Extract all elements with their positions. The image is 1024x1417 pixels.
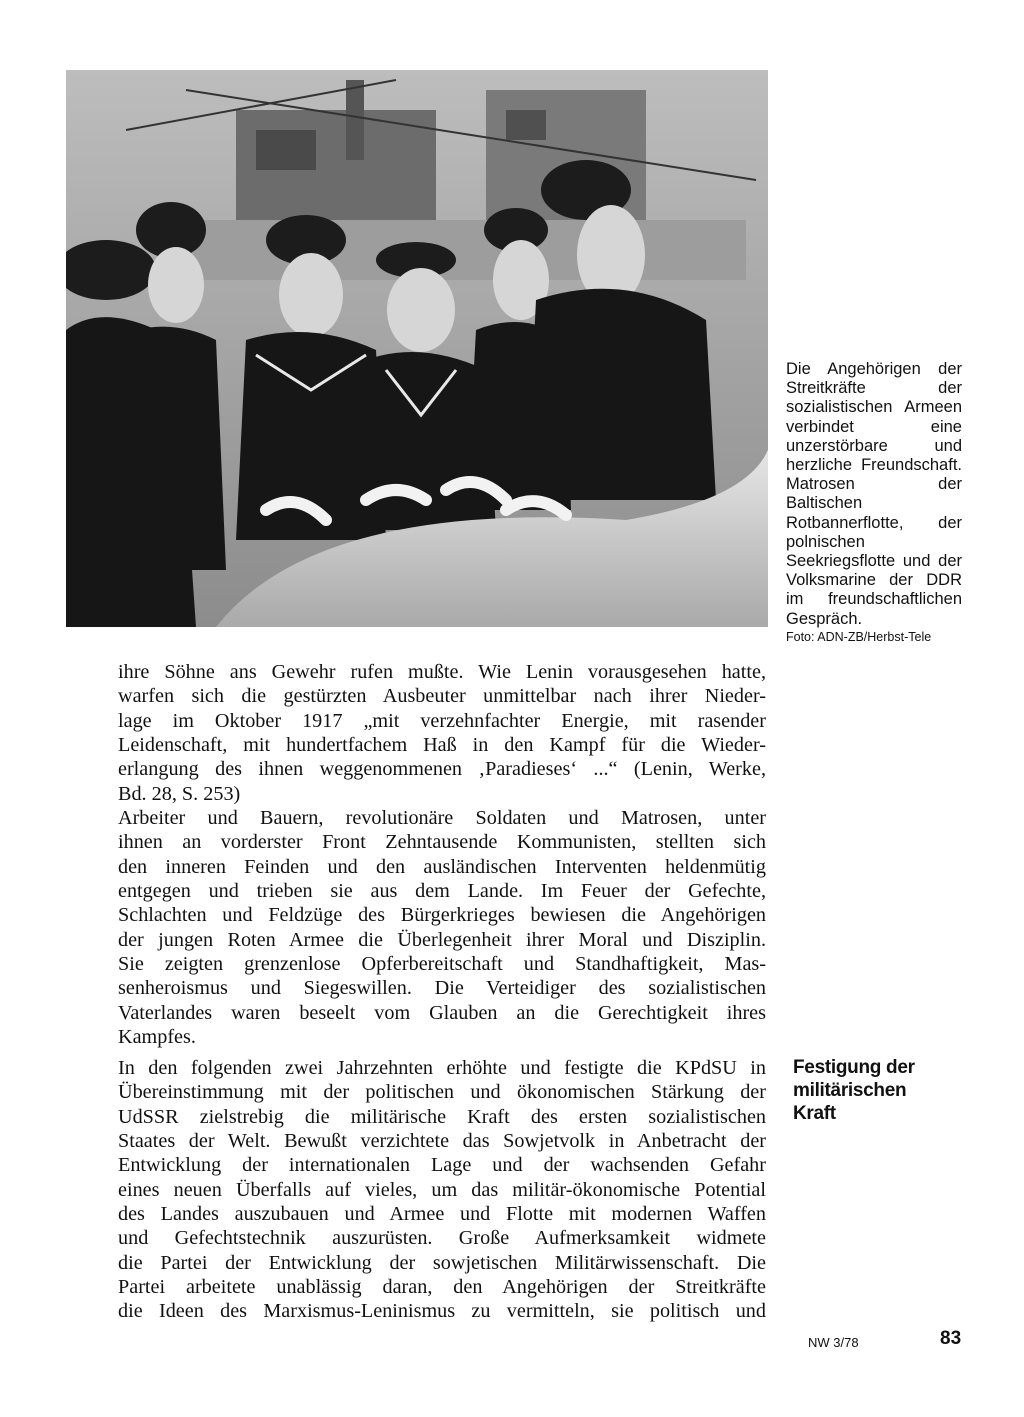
text-line: Bd. 28, S. 253) bbox=[118, 782, 241, 805]
photo-caption bbox=[786, 360, 962, 645]
text-line: Staates der Welt. Bewußt verzichtete das Sowjetvolk in Anbetracht der bbox=[118, 1130, 766, 1153]
text-line: die Ideen des Marxismus-Leninismus zu vermitteln, sie politisch und bbox=[118, 1300, 766, 1323]
body-paragraph-1 bbox=[118, 660, 766, 1050]
text-line: Sie zeigten grenzenlose Opferbereitschaft und Standhaftigkeit, Mas- bbox=[118, 953, 766, 976]
text-line: Schlachten und Feldzüge des Bürgerkrieges bewiesen die Angehörigen bbox=[118, 904, 766, 927]
section-heading bbox=[793, 1056, 933, 1125]
text-line: Kampfes. bbox=[118, 1026, 196, 1049]
text-line: eines neuen Überfalls auf vieles, um das militär-ökonomische Potential bbox=[118, 1178, 766, 1201]
text-line: warfen sich die gestürzten Ausbeuter unmittelbar nach ihrer Nieder- bbox=[118, 685, 766, 708]
text-line: entgegen und trieben sie aus dem Lande. Im Feuer der Gefechte, bbox=[118, 880, 766, 903]
text-line: Vaterlandes waren beseelt vom Glauben an die Gerechtigkeit ihres bbox=[118, 1001, 766, 1024]
text-line: Übereinstimmung mit der politischen und ökonomischen Stärkung der bbox=[118, 1081, 766, 1104]
caption-text: Die Angehörigen der Streitkräfte der sozialistischen Armeen verbindet eine unzerstörbare und herzliche Freundschaft. Matrosen der Baltischen Rotbannerflotte, der polnischen Seekriegsflotte und der Volksmarine der DDR im freundschaftlichen Gespräch. bbox=[786, 360, 962, 628]
text-line: In den folgenden zwei Jahrzehnten erhöhte und festigte die KPdSU in bbox=[118, 1057, 766, 1079]
journal-issue: NW 3/78 bbox=[808, 1335, 859, 1350]
text-line: und Gefechtstechnik auszurüsten. Große Aufmerksamkeit widmete bbox=[118, 1227, 766, 1250]
page-number: 83 bbox=[940, 1328, 962, 1349]
text-line: lage im Oktober 1917 „mit verzehnfachter Energie, mit rasender bbox=[118, 709, 766, 732]
heading-line: Kraft bbox=[793, 1103, 836, 1124]
sailors-photo-image bbox=[66, 70, 768, 627]
body-paragraph-2 bbox=[118, 1056, 766, 1324]
text-line: senheroismus und Siegeswillen. Die Verteidiger des sozialistischen bbox=[118, 977, 766, 1000]
text-line: Arbeiter und Bauern, revolutionäre Soldaten und Matrosen, unter bbox=[118, 807, 766, 830]
text-line: UdSSR zielstrebig die militärische Kraft des ersten sozialistischen bbox=[118, 1105, 766, 1128]
heading-line: militärischen bbox=[793, 1080, 907, 1101]
text-line: Entwicklung der internationalen Lage und der wachsenden Gefahr bbox=[118, 1154, 766, 1177]
text-line: den inneren Feinden und den ausländischen Interventen heldenmütig bbox=[118, 855, 766, 878]
text-line: des Landes auszubauen und Armee und Flotte mit modernen Waffen bbox=[118, 1203, 766, 1226]
text-line: Partei arbeitete unablässig daran, den Angehörigen der Streitkräfte bbox=[118, 1276, 766, 1299]
text-line: die Partei der Entwicklung der sowjetischen Militärwissenschaft. Die bbox=[118, 1251, 766, 1274]
photo-credit: Foto: ADN-ZB/Herbst-Tele bbox=[786, 629, 932, 644]
text-line: ihnen an vorderster Front Zehntausende Kommunisten, stellten sich bbox=[118, 831, 766, 854]
text-line: der jungen Roten Armee die Überlegenheit ihrer Moral und Disziplin. bbox=[118, 928, 766, 951]
sailors-photo bbox=[66, 70, 768, 627]
text-line: Leidenschaft, mit hundertfachem Haß in den Kampf für die Wieder- bbox=[118, 734, 766, 757]
text-line: ihre Söhne ans Gewehr rufen mußte. Wie Lenin vorausgesehen hatte, bbox=[118, 661, 766, 683]
text-line: erlangung des ihnen weggenommenen ‚Paradieses‘ ...“ (Lenin, Werke, bbox=[118, 758, 766, 781]
heading-line: Festigung der bbox=[793, 1057, 915, 1078]
